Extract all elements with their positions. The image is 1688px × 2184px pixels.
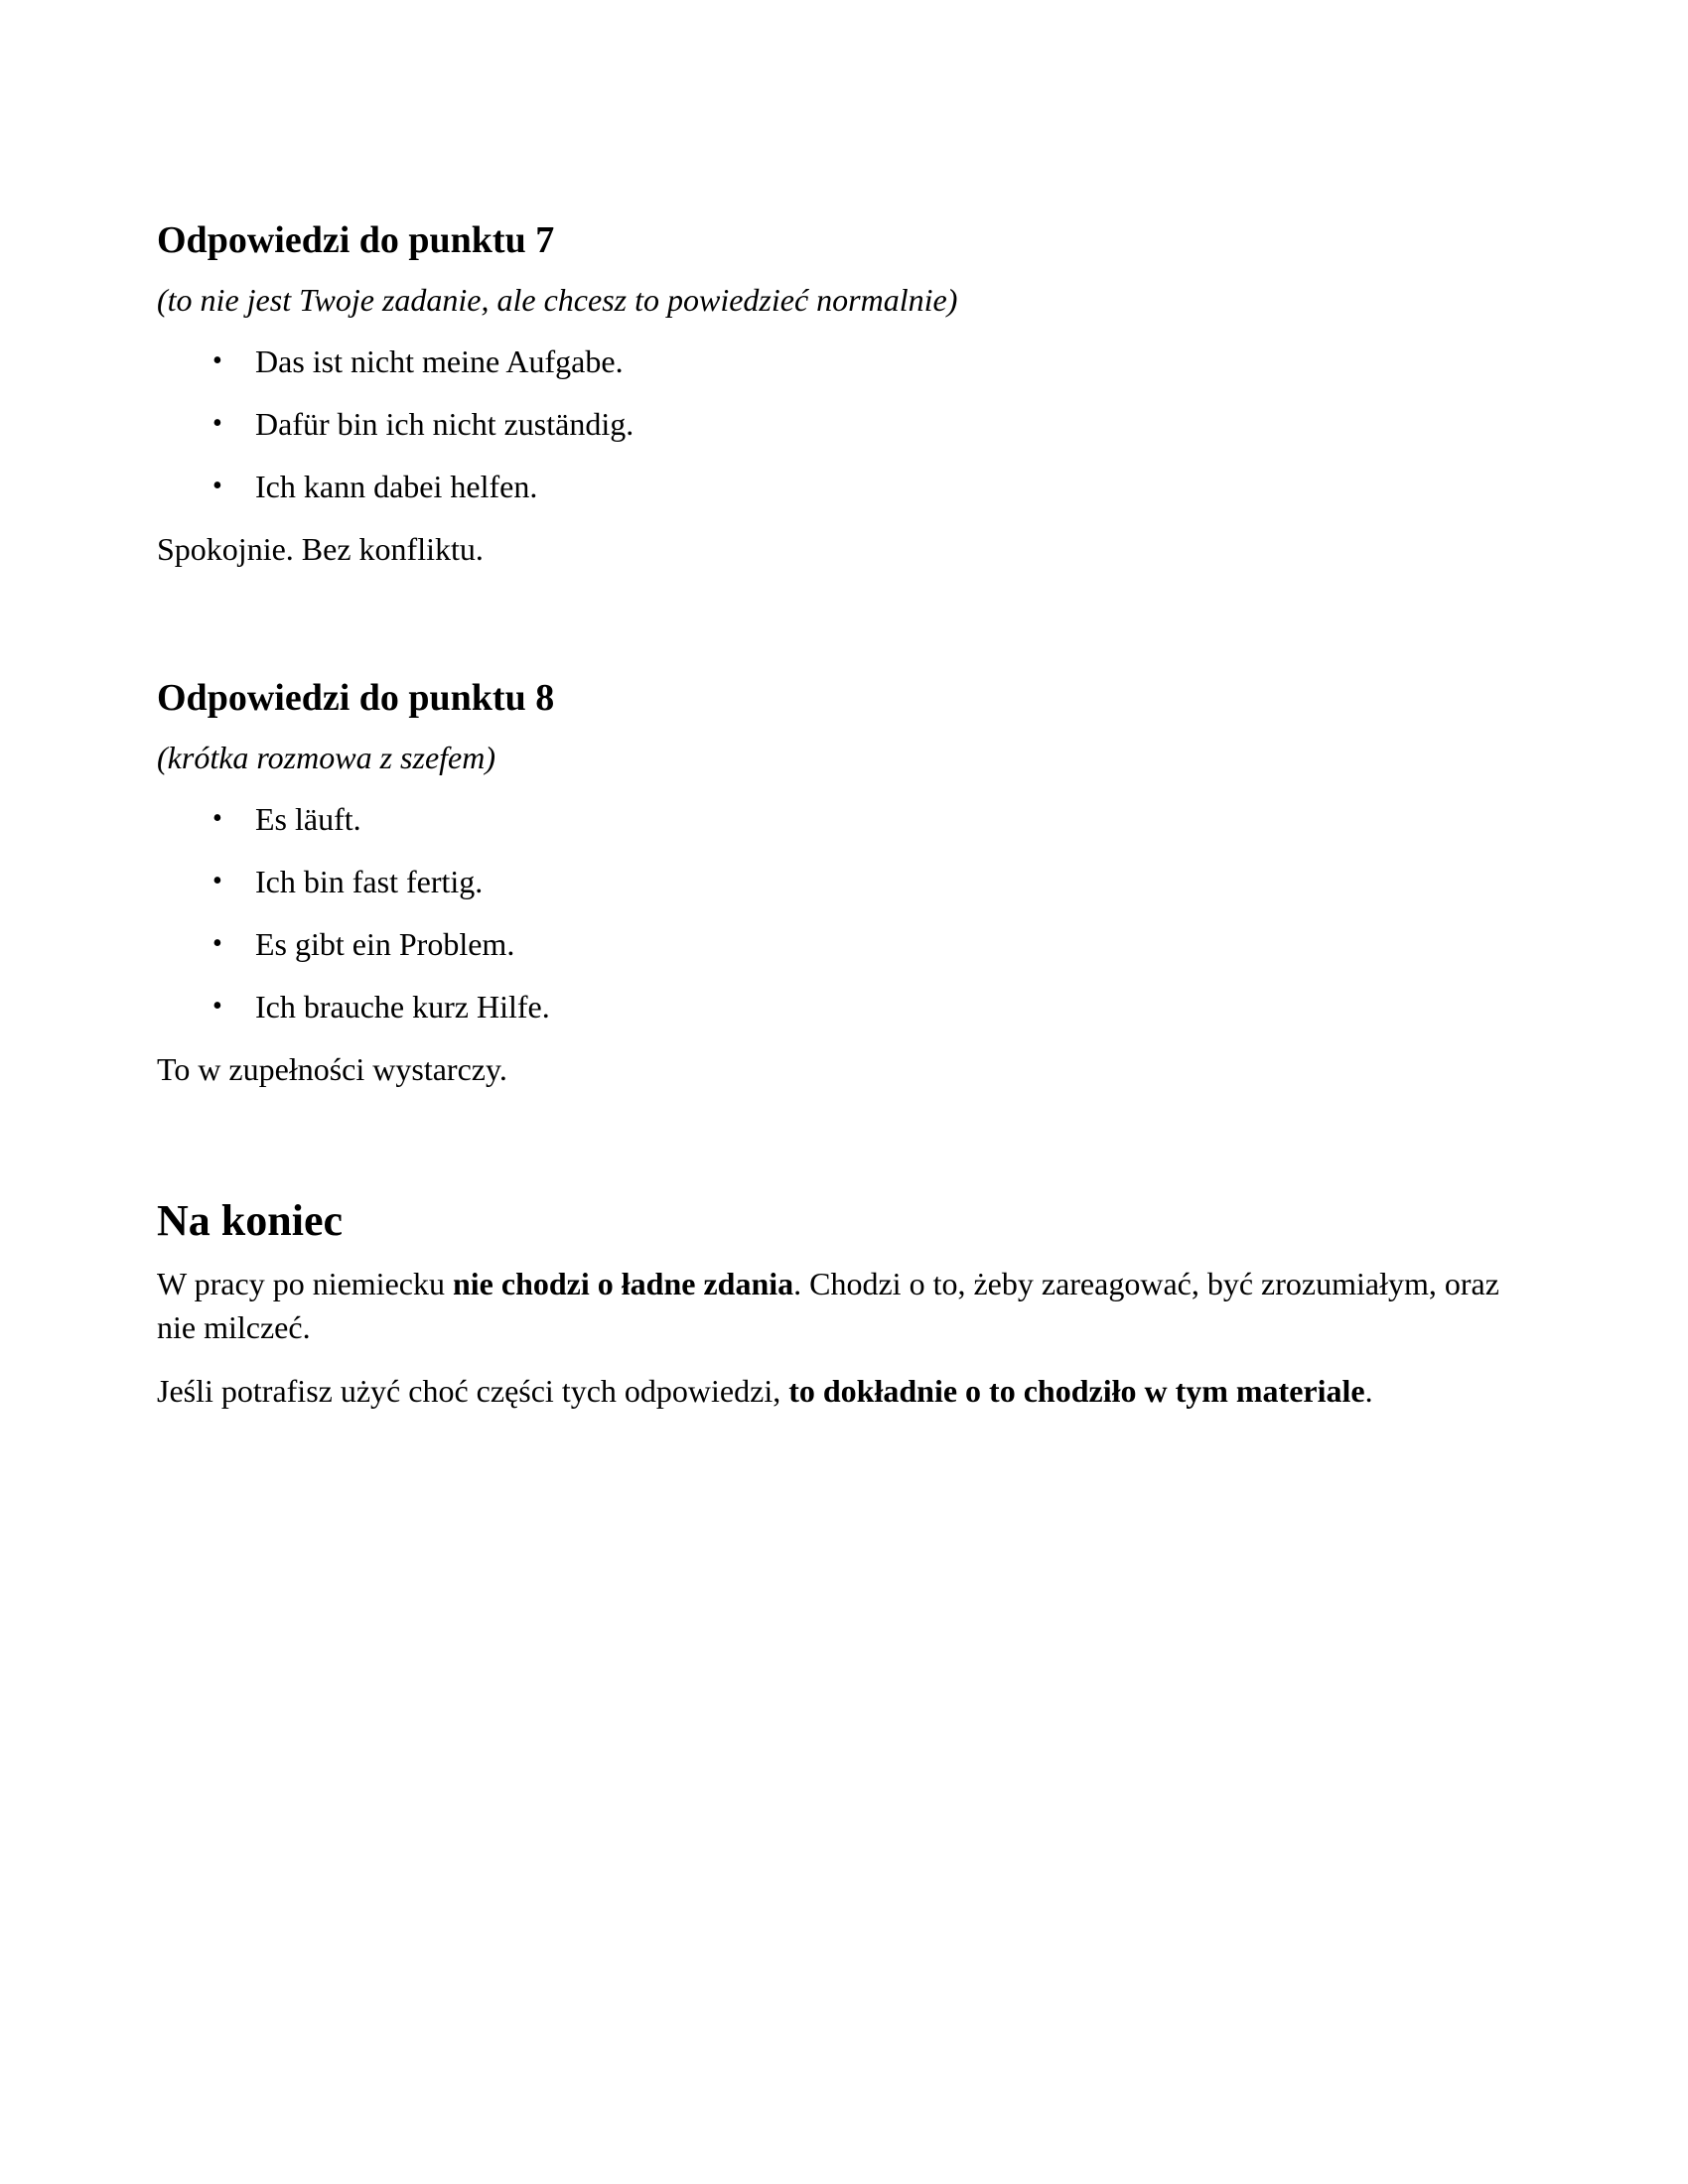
- ending-p2-text: Jeśli potrafisz użyć choć części tych odpowiedzi,: [157, 1373, 789, 1409]
- ending-p1-bold: nie chodzi o ładne zdania: [452, 1266, 794, 1301]
- ending-paragraph-1: [157, 1262, 1537, 1349]
- list-item-text: Dafür bin ich nicht zuständig.: [255, 406, 634, 442]
- list-item: [157, 797, 1537, 841]
- bullet-icon: •: [212, 471, 222, 501]
- list-item-text: Ich kann dabei helfen.: [255, 469, 538, 504]
- section-point-8: [157, 674, 1537, 1091]
- ending-p2-text-end: .: [1364, 1373, 1373, 1409]
- list-item-text: Es läuft.: [255, 801, 361, 837]
- bullet-icon: •: [212, 991, 222, 1022]
- section-8-heading: Odpowiedzi do punktu 8: [157, 677, 555, 719]
- section-ending: [157, 1194, 1537, 1413]
- ending-p2-bold: to dokładnie o to chodziło w tym materiale: [788, 1373, 1365, 1409]
- section-8-subtitle: (krótka rozmowa z szefem): [157, 740, 495, 775]
- section-7-list: [157, 340, 1537, 508]
- bullet-icon: •: [212, 345, 222, 376]
- section-7-heading: Odpowiedzi do punktu 7: [157, 219, 555, 261]
- bullet-icon: •: [212, 928, 222, 959]
- list-item-text: Das ist nicht meine Aufgabe.: [255, 343, 624, 379]
- list-item-text: Es gibt ein Problem.: [255, 926, 515, 962]
- ending-p1-text-end: . Chodzi o to, żeby zareagować, być zrozumiałym, oraz nie milczeć.: [157, 1266, 1499, 1345]
- bullet-icon: •: [212, 866, 222, 896]
- list-item-text: Ich brauche kurz Hilfe.: [255, 989, 550, 1024]
- section-8-list: [157, 797, 1537, 1028]
- section-7-note: Spokojnie. Bez konfliktu.: [157, 531, 484, 567]
- list-item: [157, 922, 1537, 966]
- list-item: [157, 340, 1537, 383]
- section-point-7: [157, 216, 1537, 571]
- ending-p1-text: W pracy po niemiecku: [157, 1266, 453, 1301]
- section-8-note: To w zupełności wystarczy.: [157, 1051, 507, 1087]
- ending-paragraph-2: [157, 1369, 1537, 1413]
- bullet-icon: •: [212, 803, 222, 834]
- ending-heading: Na koniec: [157, 1196, 343, 1245]
- list-item: [157, 402, 1537, 446]
- document-content: [157, 216, 1537, 1433]
- list-item: [157, 985, 1537, 1028]
- section-7-subtitle: (to nie jest Twoje zadanie, ale chcesz to powiedzieć normalnie): [157, 282, 958, 318]
- bullet-icon: •: [212, 408, 222, 439]
- list-item: [157, 465, 1537, 508]
- list-item-text: Ich bin fast fertig.: [255, 864, 484, 899]
- list-item: [157, 860, 1537, 903]
